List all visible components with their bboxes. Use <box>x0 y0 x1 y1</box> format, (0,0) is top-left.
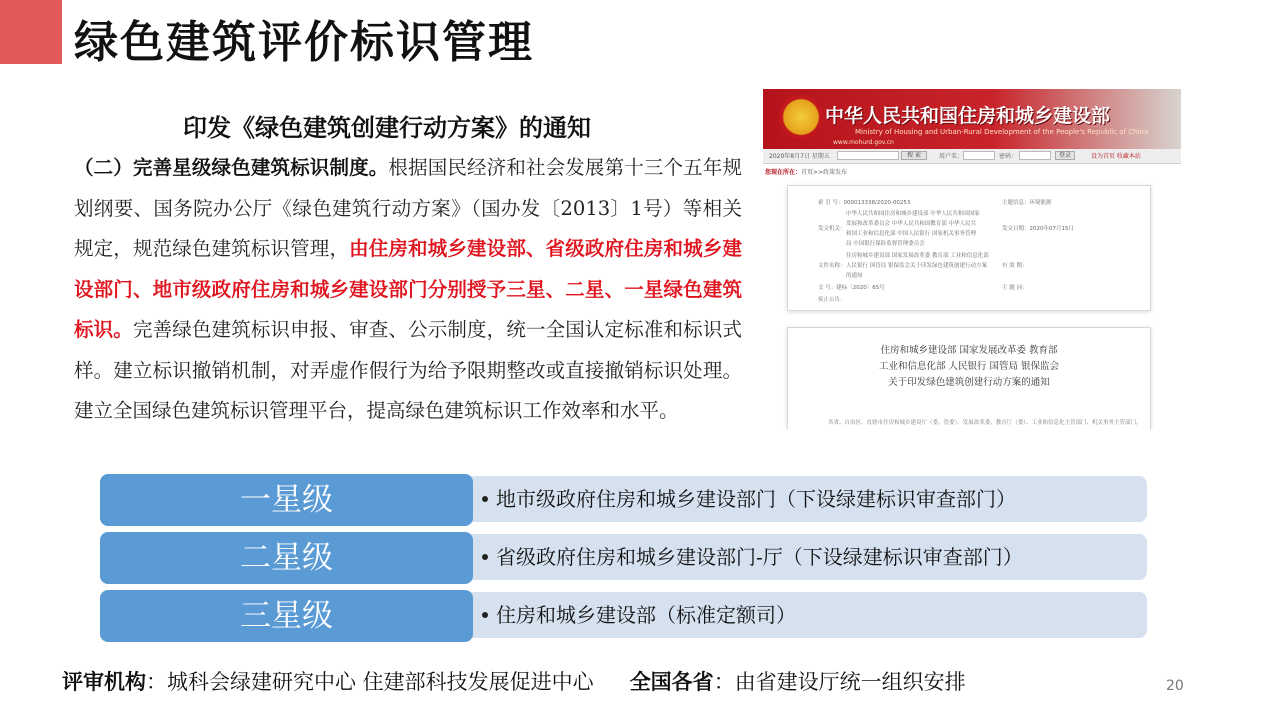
meta-subject: 主 题 词： <box>1002 285 1028 291</box>
star-level-desc <box>482 532 1023 582</box>
website-header <box>763 89 1181 149</box>
document-title-card <box>787 327 1151 429</box>
website-toolbar <box>763 149 1181 164</box>
review-colon: ： <box>146 670 167 694</box>
page-number: 20 <box>1166 678 1184 694</box>
footer-note <box>62 666 966 696</box>
website-password-input[interactable] <box>1019 151 1051 160</box>
star-level-row-2 <box>100 532 1147 584</box>
meta-name-label: 文件名称： <box>818 263 846 269</box>
star-level-desc <box>482 590 796 640</box>
paragraph-text-1: 根据国民经济和社会发展第十三个五年规划纲要、国务院办公厅《绿色建筑行动方案》（国办发〔2013〕1号）等相关规定，规范绿色建筑标识管理， <box>74 156 742 260</box>
website-breadcrumb <box>765 167 847 176</box>
meta-validity: 有 效 期： <box>1002 263 1028 269</box>
star-level-label: 一星级 <box>100 474 473 526</box>
meta-index: 索 引 号：000013338/2020-00253 <box>818 200 911 206</box>
paragraph-text-2: 完善绿色建筑标识申报、审查、公示制度，统一全国认定标准和标识式样。建立标识撤销机制，对弄虚作假行为给予限期整改或直接撤销标识处理。建立全国绿色建筑标识管理平台，提高绿色建筑标识工作效率和水平。 <box>74 318 742 422</box>
ministry-website-screenshot <box>763 89 1181 429</box>
toolbar-date: 2020年8月7日 星期五 <box>769 153 830 160</box>
meta-org-line: 发展和改革委员会 中华人民共和国教育部 中华人民共 <box>846 221 976 227</box>
website-login-button[interactable]: 登录 <box>1055 151 1075 160</box>
card-title-line: 住房和城乡建设部 国家发展改革委 教育部 <box>880 345 1058 356</box>
bullet-icon <box>482 554 488 560</box>
meta-org-line: 和国工业和信息化部 中国人民银行 国家机关事务管理 <box>846 231 976 237</box>
meta-number: 文 号：建标〔2020〕65号 <box>818 285 885 291</box>
website-url: www.mohurd.gov.cn <box>833 139 894 146</box>
meta-name-line: 的通知 <box>846 273 863 279</box>
meta-name-line: 人民银行 国管局 银保监会关于印发绿色建筑创建行动方案 <box>846 263 987 269</box>
province-value: 由省建设厅统一组织安排 <box>734 670 966 694</box>
card-addressee: 各省、自治区、直辖市住房和城乡建设厅（委、管委）、发展改革委、教育厅（委）、工业和信息化主管部门、机关事务主管部门， <box>828 420 1142 426</box>
card-title-line: 关于印发绿色建筑创建行动方案的通知 <box>888 377 1050 388</box>
card-title-line: 工业和信息化部 人民银行 国管局 银保监会 <box>878 361 1060 372</box>
star-level-label: 三星级 <box>100 590 473 642</box>
star-level-label: 二星级 <box>100 532 473 584</box>
document-meta-card <box>787 185 1151 311</box>
star-level-desc-text: 住房和城乡建设部（标准定额司） <box>496 603 796 627</box>
star-level-desc <box>482 474 1016 524</box>
toolbar-password-label: 密码： <box>999 153 1018 160</box>
province-colon: ： <box>713 670 735 694</box>
meta-date: 发文日期：2020年07月15日 <box>1002 226 1074 232</box>
website-username-input[interactable] <box>963 151 995 160</box>
review-label: 评审机构 <box>62 669 146 694</box>
slide-title: 绿色建筑评价标识管理 <box>74 17 534 68</box>
toolbar-right-links[interactable]: 设为首页 收藏本站 <box>1091 153 1141 160</box>
breadcrumb-lead: 您现在所在： <box>765 169 802 176</box>
website-subtitle: Ministry of Housing and Urban-Rural Development of the People's Republic of China <box>855 128 1149 136</box>
paragraph-lead: （二）完善星级绿色建筑标识制度。 <box>74 156 389 179</box>
website-search-input[interactable] <box>837 151 899 160</box>
breadcrumb-path[interactable]: 首页>>政策发布 <box>801 169 848 176</box>
title-accent-bar <box>0 0 62 64</box>
document-heading: 印发《绿色建筑创建行动方案》的通知 <box>183 113 591 142</box>
meta-category: 主题信息：环境能源 <box>1002 200 1052 206</box>
meta-unit: 废止公告： <box>818 297 846 303</box>
star-level-desc-text: 省级政府住房和城乡建设部门-厅（下设绿建标识审查部门） <box>496 545 1023 569</box>
meta-org-label: 发文机关： <box>818 226 846 232</box>
province-label: 全国各省 <box>629 669 714 694</box>
meta-org-line: 中华人民共和国住房和城乡建设部 中华人民共和国国家 <box>846 211 980 217</box>
website-title: 中华人民共和国住房和城乡建设部 <box>825 105 1111 127</box>
paragraph-highlight: 由住房和城乡建设部、省级政府住房和城乡建设部门、地市级政府住房和城乡建设部门分别授予三星、二星、一星绿色建筑标识。 <box>74 237 742 341</box>
national-emblem-icon <box>779 95 823 139</box>
toolbar-user-label: 用户名： <box>939 153 964 160</box>
star-level-row-1 <box>100 474 1147 526</box>
meta-org-line: 局 中国银行保险监督管理委员会 <box>846 241 925 247</box>
meta-name-line: 住房和城乡建设部 国家发展改革委 教育部 工业和信息化部 <box>846 253 989 259</box>
bullet-icon <box>482 612 488 618</box>
review-value: 城科会绿建研究中心 住建部科技发展促进中心 <box>167 670 594 694</box>
document-paragraph <box>74 148 742 432</box>
website-search-button[interactable]: 搜 索 <box>901 151 927 160</box>
bullet-icon <box>482 496 488 502</box>
star-level-row-3 <box>100 590 1147 642</box>
star-level-desc-text: 地市级政府住房和城乡建设部门（下设绿建标识审查部门） <box>496 487 1016 511</box>
